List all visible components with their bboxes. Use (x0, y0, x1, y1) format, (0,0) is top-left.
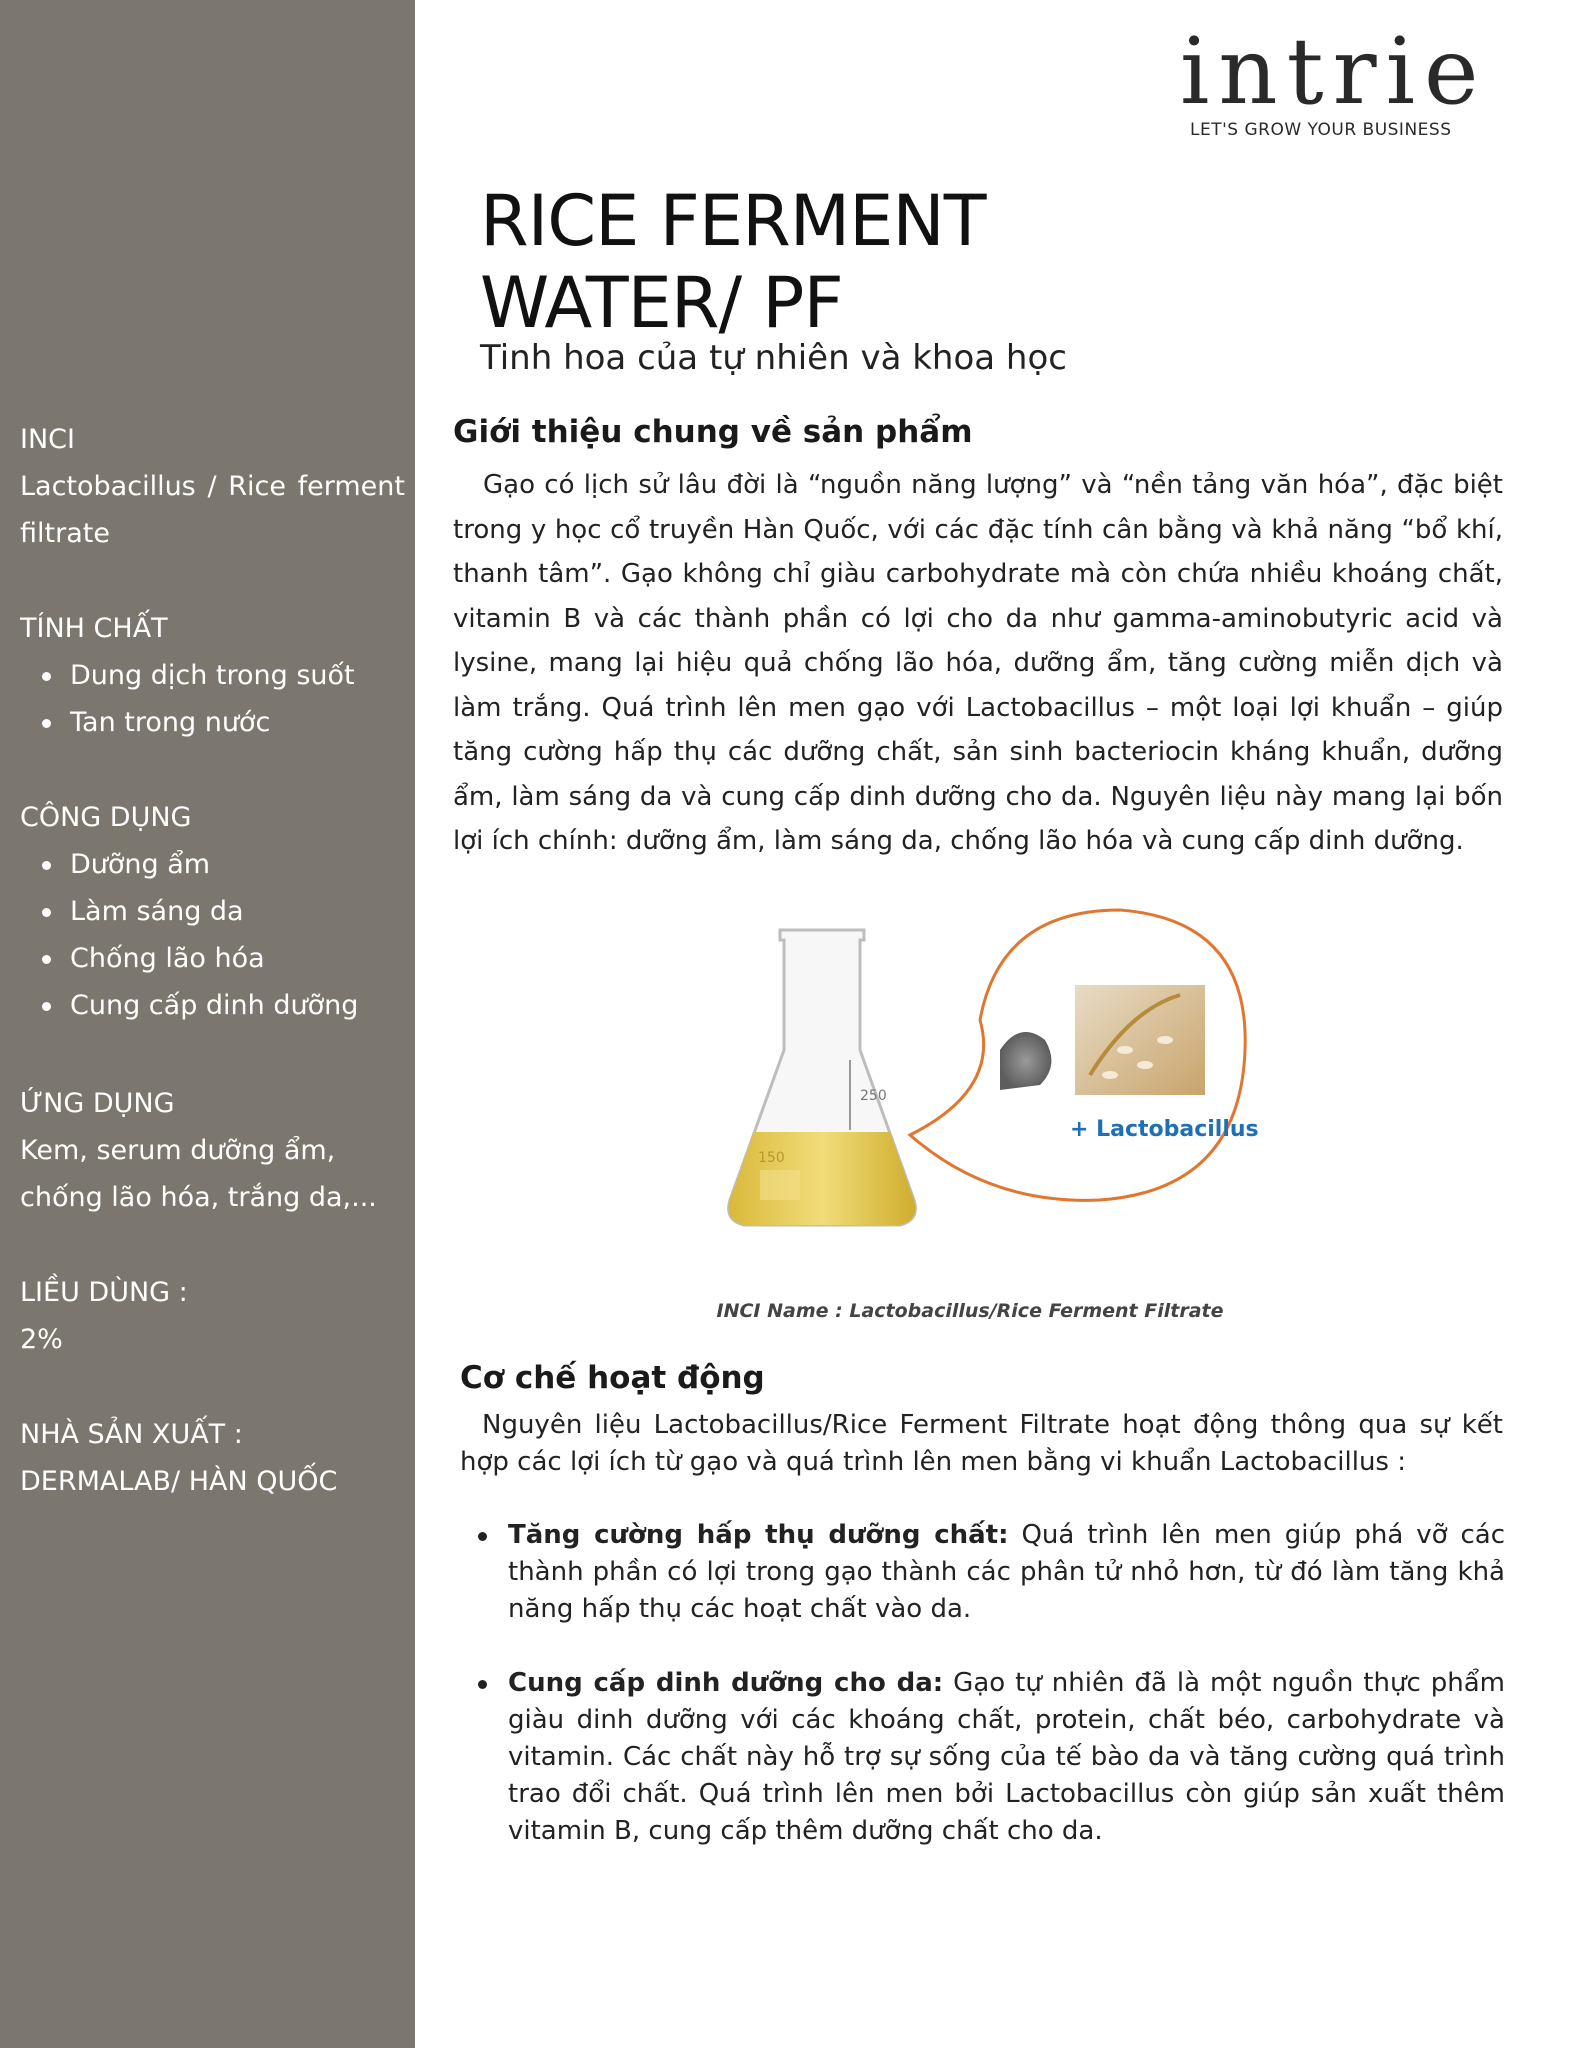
application-text: Kem, serum dưỡng ẩm, chống lão hóa, trắng da,... (20, 1135, 377, 1213)
title-line-2: WATER/ PF (480, 262, 843, 344)
mechanism-item-text: Gạo tự nhiên đã là một nguồn thực phẩm giàu dinh dưỡng với các khoáng chất, protein, chất béo, carbohydrate và vitamin. Các chất này hỗ trợ sự sống của tế bào da và tăng cường quá trình trao đổi chất. Quá trình lên men bởi Lactobacillus còn giúp sản xuất thêm vitamin B, cung cấp thêm dưỡng chất cho da. (508, 1668, 1505, 1846)
manufacturer-section (20, 1411, 405, 1505)
sidebar (0, 0, 415, 2048)
uses-list (20, 841, 405, 1029)
manufacturer-title: NHÀ SẢN XUẤT : (20, 1419, 243, 1450)
mechanism-intro: Nguyên liệu Lactobacillus/Rice Ferment Filtrate hoạt động thông qua sự kết hợp các lợi ích từ gạo và quá trình lên men bằng vi khuẩn Lactobacillus : (460, 1410, 1503, 1477)
dosage-section (20, 1269, 405, 1363)
flask-mark-150: 150 (758, 1150, 785, 1166)
flask-illustration (700, 900, 1260, 1300)
list-item: Chống lão hóa (20, 935, 405, 982)
dosage-title: LIỀU DÙNG : (20, 1277, 188, 1308)
intro-body: Gạo có lịch sử lâu đời là “nguồn năng lượng” và “nền tảng văn hóa”, đặc biệt trong y học cổ truyền Hàn Quốc, với các đặc tính cân bằng và khả năng “bổ khí, thanh tâm”. Gạo không chỉ giàu carbohydrate mà còn chứa nhiều khoáng chất, vitamin B và các thành phần có lợi cho da như gamma-aminobutyric acid và lysine, mang lại hiệu quả chống lão hóa, dưỡng ẩm, tăng cường miễn dịch và làm trắng. Quá trình lên men gạo với Lactobacillus – một loại lợi khuẩn – giúp tăng cường hấp thụ các dưỡng chất, sản sinh bacteriocin kháng khuẩn, dưỡng ẩm, làm sáng da và cung cấp dinh dưỡng cho da. Nguyên liệu này mang lại bốn lợi ích chính: dưỡng ẩm, làm sáng da, chống lão hóa và cung cấp dinh dưỡng. (453, 470, 1503, 856)
application-section (20, 1080, 405, 1221)
inci-text: Lactobacillus / Rice ferment filtrate (20, 471, 405, 549)
page-subtitle: Tinh hoa của tự nhiên và khoa học (480, 338, 1067, 378)
brand-logo (1180, 18, 1488, 140)
dosage-text: 2% (20, 1324, 63, 1355)
brand-tagline: LET'S GROW YOUR BUSINESS (1190, 120, 1452, 140)
page-title (480, 180, 986, 344)
rice-image (1075, 985, 1205, 1095)
properties-title: TÍNH CHẤT (20, 613, 168, 644)
properties-list (20, 652, 405, 746)
flask-mark-250: 250 (860, 1088, 887, 1104)
mechanism-heading: Cơ chế hoạt động (460, 1360, 765, 1396)
list-item: Dưỡng ẩm (20, 841, 405, 888)
brand-name: intrie (1180, 18, 1488, 125)
product-figure (700, 900, 1260, 1340)
list-item: Làm sáng da (20, 888, 405, 935)
uses-title: CÔNG DỤNG (20, 802, 192, 833)
mechanism-item-title: Tăng cường hấp thụ dưỡng chất: (508, 1520, 1009, 1550)
inci-section (20, 416, 405, 557)
list-item (470, 1517, 1505, 1628)
mechanism-list (470, 1517, 1505, 1887)
properties-section (20, 605, 405, 746)
inci-title: INCI (20, 424, 75, 455)
mechanism-item-title: Cung cấp dinh dưỡng cho da: (508, 1668, 944, 1698)
application-title: ỨNG DỤNG (20, 1088, 175, 1119)
uses-section (20, 794, 405, 1029)
list-item: Tan trong nước (20, 699, 405, 746)
figure-caption: INCI Name : Lactobacillus/Rice Ferment Filtrate (716, 1300, 1224, 1322)
title-line-1: RICE FERMENT (480, 180, 986, 262)
flask-icon (729, 930, 916, 1225)
mechanism-item-text: Quá trình lên men giúp phá vỡ các thành phần có lợi trong gạo thành các phân tử nhỏ hơn, từ đó làm tăng khả năng hấp thụ các hoạt chất vào da. (508, 1520, 1506, 1624)
lactobacillus-label: + Lactobacillus (1070, 1117, 1259, 1142)
manufacturer-text: DERMALAB/ HÀN QUỐC (20, 1466, 338, 1497)
intro-heading: Giới thiệu chung về sản phẩm (453, 414, 973, 450)
list-item: Dung dịch trong suốt (20, 652, 405, 699)
list-item (470, 1665, 1505, 1850)
list-item: Cung cấp dinh dưỡng (20, 982, 405, 1029)
